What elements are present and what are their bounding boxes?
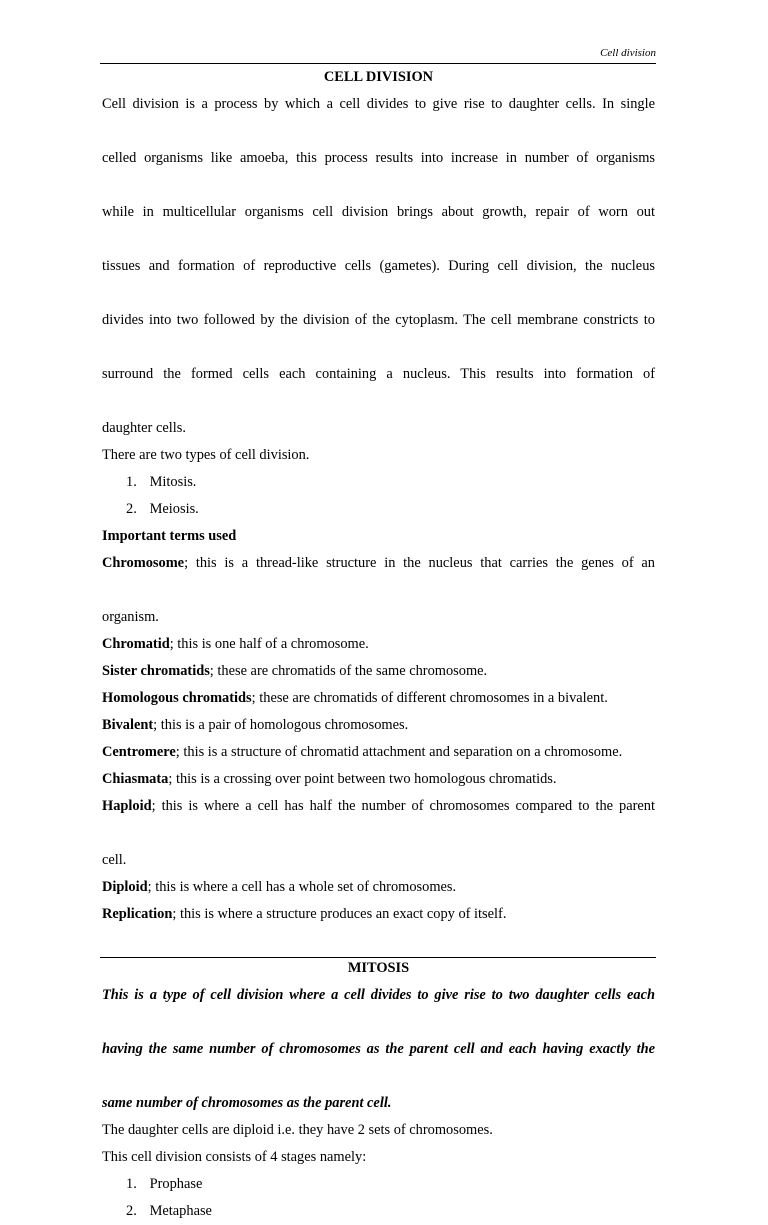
list-item — [102, 1198, 655, 1225]
stages-intro: This cell division consists of 4 stages namely: — [102, 1149, 367, 1165]
term-definition: ; this is one half of a chromosome. — [169, 636, 369, 652]
list-label: Metaphase — [149, 1203, 212, 1219]
definition-line: same number of chromosomes as the parent cell. — [102, 1095, 392, 1111]
definition-line: This is a type of cell division where a cell divides to give rise to two daughter cells each — [102, 987, 655, 1003]
list-label: Prophase — [149, 1176, 203, 1192]
list-item — [102, 469, 655, 496]
term-entry — [102, 685, 655, 712]
term-entry — [102, 874, 655, 901]
footer-rule — [100, 957, 656, 958]
intro-line: divides into two followed by the division of the cytoplasm. The cell membrane constricts to — [102, 312, 655, 328]
term-entry — [102, 631, 655, 658]
term-definition: ; this is where a cell has half the number of chromosomes compared to the parent — [151, 798, 655, 814]
intro-line: surround the formed cells each containing a nucleus. This results into formation of — [102, 366, 655, 382]
term-definition: ; this is where a structure produces an exact copy of itself. — [172, 906, 507, 922]
term-definition-cont: cell. — [102, 852, 127, 868]
term-definition: ; these are chromatids of different chromosomes in a bivalent. — [251, 690, 608, 706]
term-name: Bivalent — [102, 717, 154, 733]
running-head: Cell division — [600, 47, 656, 59]
intro-line: while in multicellular organisms cell division brings about growth, repair of worn out — [102, 204, 655, 220]
term-definition: ; this is where a cell has a whole set of chromosomes. — [147, 879, 457, 895]
intro-line: celled organisms like amoeba, this process results into increase in number of organisms — [102, 150, 655, 166]
types-intro: There are two types of cell division. — [102, 447, 310, 463]
terms-heading: Important terms used — [102, 528, 237, 544]
term-entry — [102, 550, 655, 631]
list-label: Meiosis. — [149, 501, 199, 517]
term-name: Chiasmata — [102, 771, 169, 787]
term-definition: ; this is a thread-like structure in the nucleus that carries the genes of an — [184, 555, 655, 571]
term-name: Sister chromatids — [102, 663, 210, 679]
list-label: Mitosis. — [149, 474, 197, 490]
diploid-note: The daughter cells are diploid i.e. they have 2 sets of chromosomes. — [102, 1122, 493, 1138]
list-number: 2. — [126, 501, 137, 517]
list-number: 1. — [126, 1176, 137, 1192]
term-name: Diploid — [102, 879, 148, 895]
term-definition-cont: organism. — [102, 609, 159, 625]
term-name: Homologous chromatids — [102, 690, 252, 706]
term-entry — [102, 901, 655, 928]
intro-line: Cell division is a process by which a cell divides to give rise to daughter cells. In single — [102, 96, 655, 112]
term-entry — [102, 793, 655, 874]
term-definition: ; this is a crossing over point between two homologous chromatids. — [168, 771, 557, 787]
term-entry — [102, 712, 655, 739]
term-entry — [102, 658, 655, 685]
term-name: Haploid — [102, 798, 152, 814]
term-definition: ; this is a structure of chromatid attachment and separation on a chromosome. — [175, 744, 623, 760]
section-heading-mitosis: MITOSIS — [347, 960, 410, 976]
list-item — [102, 496, 655, 523]
term-name: Chromosome — [102, 555, 185, 571]
term-definition: ; this is a pair of homologous chromosomes. — [153, 717, 409, 733]
term-entry — [102, 739, 655, 766]
term-name: Replication — [102, 906, 173, 922]
list-item — [102, 1171, 655, 1198]
definition-line: having the same number of chromosomes as the parent cell and each having exactly the — [102, 1041, 655, 1057]
list-number: 1. — [126, 474, 137, 490]
page-body — [102, 64, 655, 1225]
section-spacer — [102, 928, 655, 955]
term-entry — [102, 766, 655, 793]
mitosis-definition — [102, 982, 655, 1117]
intro-line: tissues and formation of reproductive cells (gametes). During cell division, the nucleus — [102, 258, 655, 274]
page-title: CELL DIVISION — [323, 69, 434, 85]
term-name: Chromatid — [102, 636, 170, 652]
term-name: Centromere — [102, 744, 176, 760]
list-number: 2. — [126, 1203, 137, 1219]
term-definition: ; these are chromatids of the same chromosome. — [209, 663, 488, 679]
intro-line: daughter cells. — [102, 420, 186, 436]
intro-paragraph — [102, 91, 655, 442]
